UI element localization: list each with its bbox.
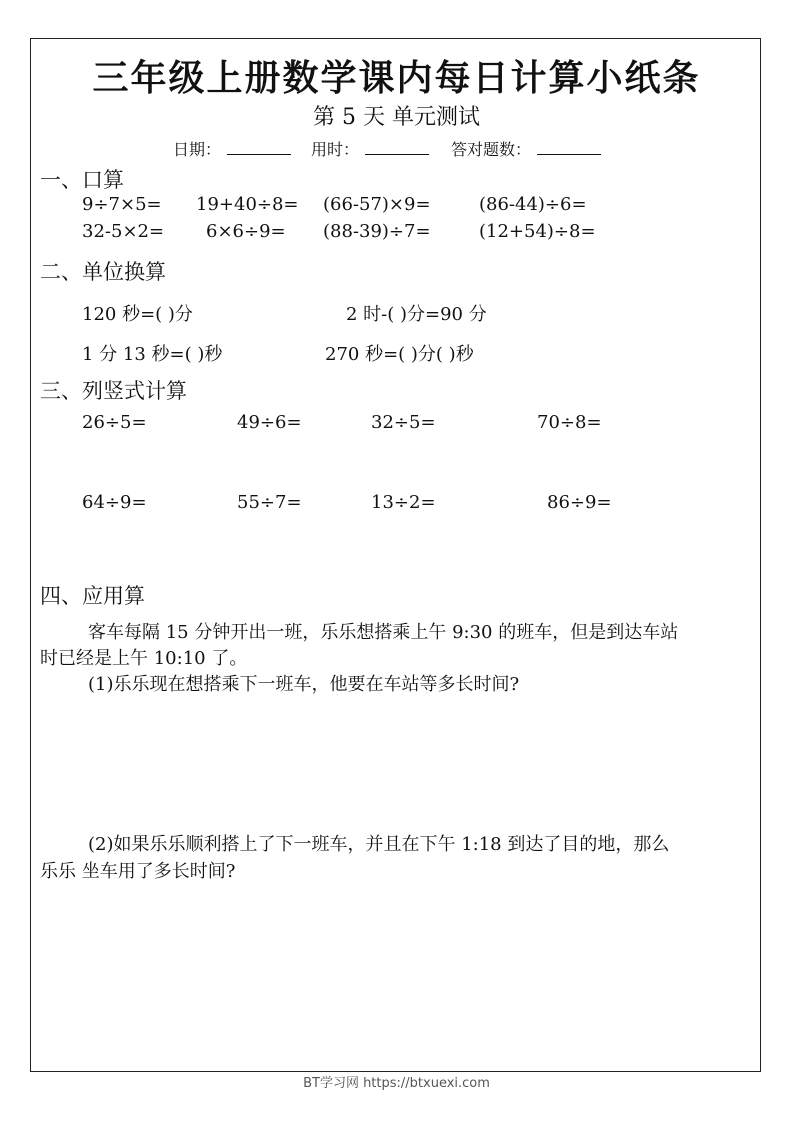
- vertical-calc-item: 32÷5=: [371, 412, 436, 433]
- section2-heading: 二、单位换算: [40, 260, 166, 284]
- time-blank: [365, 140, 429, 155]
- oral-calc-item: 19+40÷8=: [196, 194, 299, 215]
- vertical-calc-item: 55÷7=: [237, 492, 302, 513]
- section1-heading: 一、口算: [40, 168, 124, 192]
- page-subtitle: 第 5 天 单元测试: [313, 105, 480, 130]
- oral-calc-item: 32-5×2=: [82, 221, 165, 242]
- section3-heading: 三、列竖式计算: [40, 379, 187, 403]
- date-field: [173, 137, 291, 160]
- vertical-calc-item: 70÷8=: [537, 412, 602, 433]
- page-title: 三年级上册数学课内每日计算小纸条: [92, 58, 701, 99]
- oral-calc-item: (88-39)÷7=: [323, 221, 431, 242]
- footer-watermark: BT学习网 https://btxuexi.com: [303, 1076, 490, 1091]
- question-2: (2)如果乐乐顺利搭上了下一班车，并且在下午 1:18 到达了目的地，那么: [88, 834, 670, 855]
- date-label: 日期：: [173, 140, 222, 159]
- correct-count-label: 答对题数：: [451, 140, 532, 159]
- oral-calc-item: (66-57)×9=: [323, 194, 431, 215]
- word-problem-text: 时已经是上午 10:10 了。: [40, 648, 248, 669]
- vertical-calc-item: 13÷2=: [371, 492, 436, 513]
- unit-conversion-item: 1 分 13 秒=( )秒: [82, 344, 223, 365]
- unit-conversion-item: 270 秒=( )分( )秒: [325, 344, 474, 365]
- section4-heading: 四、应用算: [40, 584, 145, 608]
- date-blank: [227, 140, 291, 155]
- oral-calc-item: 6×6÷9=: [206, 221, 286, 242]
- correct-count-field: [451, 137, 601, 160]
- word-problem-text: 客车每隔 15 分钟开出一班，乐乐想搭乘上午 9:30 的班车，但是到达车站: [88, 622, 679, 643]
- vertical-calc-item: 86÷9=: [547, 492, 612, 513]
- oral-calc-item: (12+54)÷8=: [479, 221, 596, 242]
- time-field: [311, 137, 429, 160]
- vertical-calc-item: 49÷6=: [237, 412, 302, 433]
- correct-count-blank: [537, 140, 601, 155]
- vertical-calc-item: 64÷9=: [82, 492, 147, 513]
- time-label: 用时：: [311, 140, 360, 159]
- oral-calc-item: 9÷7×5=: [82, 194, 162, 215]
- unit-conversion-item: 120 秒=( )分: [82, 304, 193, 325]
- question-1: (1)乐乐现在想搭乘下一班车，他要在车站等多长时间?: [88, 674, 520, 695]
- question-2-continued: 乐乐 坐车用了多长时间?: [40, 861, 236, 882]
- vertical-calc-item: 26÷5=: [82, 412, 147, 433]
- unit-conversion-item: 2 时-( )分=90 分: [346, 304, 487, 325]
- oral-calc-item: (86-44)÷6=: [479, 194, 587, 215]
